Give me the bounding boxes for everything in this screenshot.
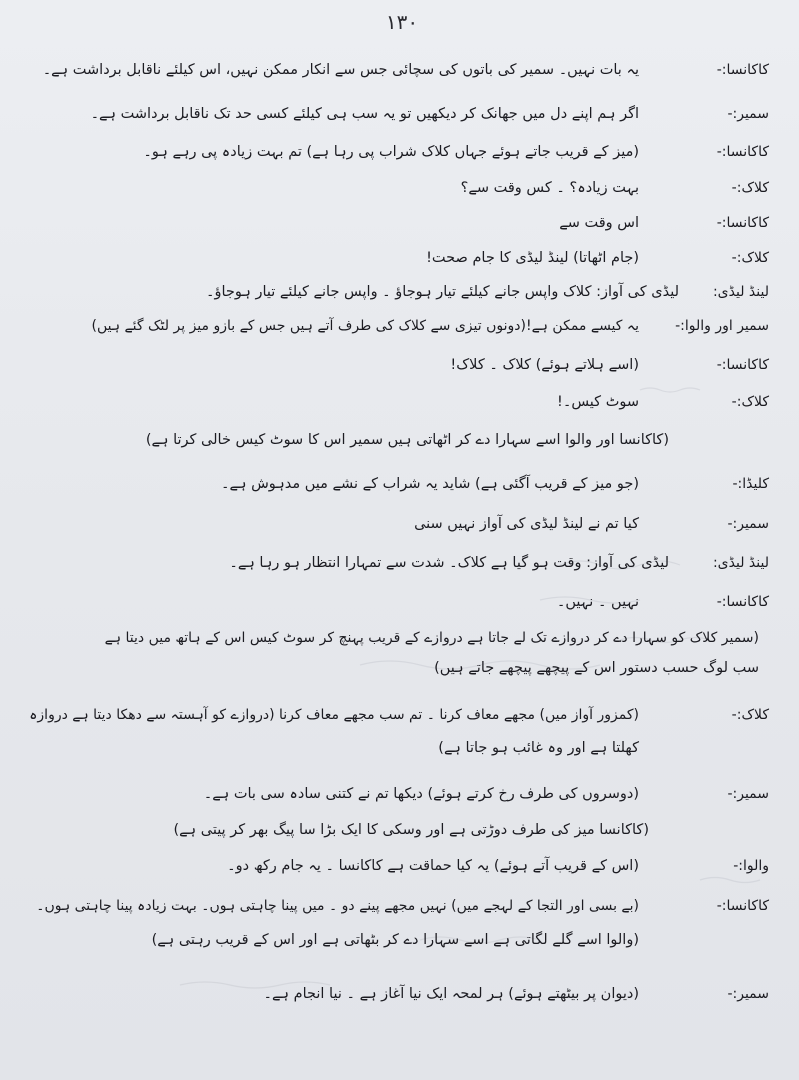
dialogue-text: یہ بات نہیں۔ سمیر کی باتوں کی سچائی جس سے انکار ممکن نہیں، اس کیلئے ناقابل برداشت ہے۔: [42, 62, 639, 78]
speaker-label: کلیڈا:-: [732, 476, 769, 492]
stage-direction-continued: سب لوگ حسب دستور اس کے پیچھے پیچھے جاتے ہیں): [434, 660, 759, 676]
speaker-label: سمیر:-: [727, 516, 769, 532]
speaker-label: کاکانسا:-: [716, 215, 769, 231]
dialogue-text-continued: کھلتا ہے اور وہ غائب ہو جاتا ہے): [438, 740, 639, 756]
speaker-label: کاکانسا:-: [716, 62, 769, 78]
dialogue-text: بہت زیادہ؟ ۔ کس وقت سے؟: [460, 180, 639, 196]
speaker-label: کلاک:-: [731, 250, 769, 266]
dialogue-text: اگر ہم اپنے دل میں جھانک کر دیکھیں تو یہ سب ہی کیلئے کسی حد تک ناقابل برداشت ہے۔: [90, 106, 639, 122]
speaker-label: والوا:-: [733, 858, 769, 874]
speaker-label: لینڈ لیڈی:: [712, 284, 769, 300]
speaker-label: سمیر:-: [727, 106, 769, 122]
dialogue-text: یہ کیسے ممکن ہے!(دونوں تیزی سے کلاک کی طرف آتے ہیں جس کے بازو میز پر لٹک گئے ہیں): [91, 318, 639, 334]
speaker-label: سمیر:-: [727, 786, 769, 802]
dialogue-text: (اسے ہلاتے ہوئے) کلاک ۔ کلاک!: [450, 357, 639, 373]
speaker-label: کاکانسا:-: [716, 144, 769, 160]
speaker-label: کلاک:-: [731, 707, 769, 723]
dialogue-text: (دوسروں کی طرف رخ کرتے ہوئے) دیکھا تم نے کتنی سادہ سی بات ہے۔: [203, 786, 639, 802]
dialogue-text: (اس کے قریب آتے ہوئے) یہ کیا حماقت ہے کاکانسا ۔ یہ جام رکھ دو۔: [227, 858, 639, 874]
speaker-label: کلاک:-: [731, 394, 769, 410]
speaker-label: سمیر اور والوا:-: [675, 318, 769, 334]
stage-direction: (سمیر کلاک کو سہارا دے کر دروازے تک لے جاتا ہے دروازے کے قریب پہنچ کر سوٹ کیس اس کے ہاتھ میں دیتا ہے: [104, 630, 759, 646]
stage-direction: (والوا اسے گلے لگاتی ہے اسے سہارا دے کر بٹھاتی ہے اور اس کے قریب رہتی ہے): [151, 932, 639, 948]
stage-direction: (کاکانسا اور والوا اسے سہارا دے کر اٹھاتی ہیں سمیر اس کا سوٹ کیس خالی کرتا ہے): [145, 432, 669, 448]
speaker-label: سمیر:-: [727, 986, 769, 1002]
speaker-label: کاکانسا:-: [716, 898, 769, 914]
speaker-label: کاکانسا:-: [716, 357, 769, 373]
dialogue-text: اس وقت سے: [559, 215, 639, 231]
page-number: ۱۳۰: [385, 10, 419, 34]
dialogue-text: (کمزور آواز میں) مجھے معاف کرنا ۔ تم سب مجھے معاف کرنا (دروازے کو آہستہ سے دھکا دیتا ہے دروازہ: [29, 707, 639, 723]
dialogue-text: (جام اٹھاتا) لینڈ لیڈی کا جام صحت!: [426, 250, 639, 266]
stage-direction: (کاکانسا میز کی طرف دوڑتی ہے اور وسکی کا ایک بڑا سا پیگ بھر کر پیتی ہے): [173, 822, 649, 838]
speaker-label: لینڈ لیڈی:: [712, 555, 769, 571]
speaker-label: کلاک:-: [731, 180, 769, 196]
dialogue-text: لیڈی کی آواز: وقت ہو گیا ہے کلاک۔ شدت سے تمہارا انتظار ہو رہا ہے۔: [229, 555, 669, 571]
dialogue-text: سوٹ کیس۔!: [557, 394, 639, 410]
dialogue-text: (بے بسی اور التجا کے لہجے میں) نہیں مجھے پینے دو ۔ میں پینا چاہتی ہوں۔ بہت زیادہ پینا چاہتی ہوں۔: [36, 898, 639, 914]
dialogue-text: نہیں ۔ نہیں۔: [556, 594, 639, 610]
dialogue-text: کیا تم نے لینڈ لیڈی کی آواز نہیں سنی: [414, 516, 639, 532]
dialogue-text: (جو میز کے قریب آگئی ہے) شاید یہ شراب کے نشے میں مدہوش ہے۔: [221, 476, 639, 492]
dialogue-text: (دیوان پر بیٹھتے ہوئے) ہر لمحہ ایک نیا آغاز ہے ۔ نیا انجام ہے۔: [263, 986, 639, 1002]
dialogue-text: (میز کے قریب جاتے ہوئے جہاں کلاک شراب پی رہا ہے) تم بہت زیادہ پی رہے ہو۔: [143, 144, 639, 160]
speaker-label: کاکانسا:-: [716, 594, 769, 610]
dialogue-text: لیڈی کی آواز: کلاک واپس جانے کیلئے تیار ہوجاؤ ۔ واپس جانے کیلئے تیار ہوجاؤ۔: [206, 284, 679, 300]
